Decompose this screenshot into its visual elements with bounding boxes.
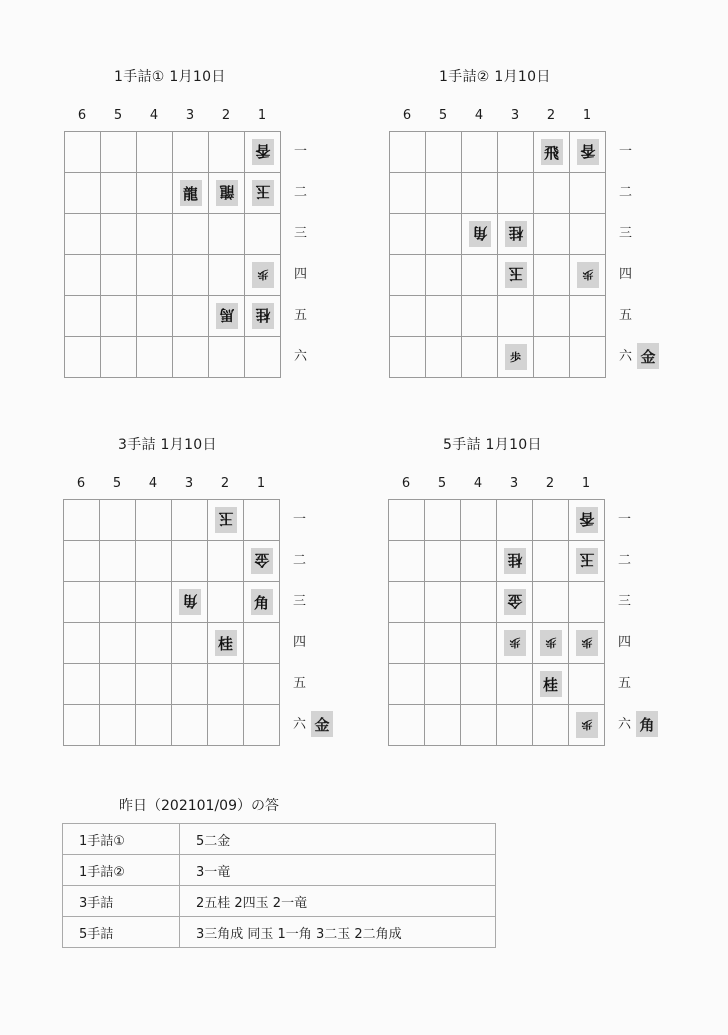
board-square[interactable] <box>244 213 280 254</box>
board-square[interactable] <box>424 622 460 663</box>
shogi-piece[interactable]: 龍 <box>180 180 202 206</box>
board-square[interactable] <box>100 336 136 377</box>
board-square[interactable] <box>100 172 136 213</box>
shogi-piece[interactable]: 金 <box>504 589 526 615</box>
board-square[interactable] <box>100 254 136 295</box>
column-label: 5 <box>438 108 448 123</box>
board-square[interactable] <box>497 131 533 172</box>
answers-title: 昨日（202101/09）の答 <box>119 798 279 814</box>
column-label: 1 <box>581 476 591 491</box>
row-label: 六 <box>618 717 632 732</box>
board-square[interactable] <box>208 213 244 254</box>
board-square[interactable] <box>64 213 100 254</box>
shogi-piece[interactable]: 馬 <box>216 303 238 329</box>
board-square[interactable] <box>389 213 425 254</box>
board-square[interactable] <box>532 540 568 581</box>
board-square[interactable] <box>496 704 532 745</box>
board-square[interactable] <box>99 499 135 540</box>
shogi-piece[interactable]: 桂 <box>215 630 237 656</box>
board-square[interactable] <box>207 704 243 745</box>
board-square[interactable] <box>497 172 533 213</box>
board-square[interactable] <box>64 254 100 295</box>
board-square[interactable] <box>172 172 208 213</box>
board-square[interactable] <box>461 295 497 336</box>
board-square[interactable] <box>533 213 569 254</box>
board-square[interactable] <box>461 213 497 254</box>
board-square[interactable] <box>63 581 99 622</box>
board-square[interactable] <box>496 581 532 622</box>
board-square[interactable] <box>172 336 208 377</box>
board-square[interactable] <box>568 499 604 540</box>
shogi-piece[interactable]: 玉 <box>505 262 527 288</box>
row-label: 二 <box>294 185 308 200</box>
board-square[interactable] <box>388 499 424 540</box>
row-label: 二 <box>618 553 632 568</box>
board-square[interactable] <box>136 172 172 213</box>
board-square[interactable] <box>533 336 569 377</box>
board-square[interactable] <box>172 295 208 336</box>
board-square[interactable] <box>208 131 244 172</box>
board-square[interactable] <box>389 295 425 336</box>
row-label: 三 <box>618 594 632 609</box>
shogi-piece[interactable]: 歩 <box>252 262 274 288</box>
row-label: 四 <box>294 267 308 282</box>
board-square[interactable] <box>460 540 496 581</box>
column-label: 4 <box>473 476 483 491</box>
shogi-piece[interactable]: 歩 <box>576 630 598 656</box>
row-label: 五 <box>293 676 307 691</box>
board-square[interactable] <box>424 704 460 745</box>
board-square[interactable] <box>533 254 569 295</box>
board-square[interactable] <box>207 499 243 540</box>
board-square[interactable] <box>135 499 171 540</box>
shogi-piece[interactable]: 香 <box>576 507 598 533</box>
answers-table <box>62 823 496 948</box>
board-square[interactable] <box>135 704 171 745</box>
board-square[interactable] <box>64 295 100 336</box>
answer-puzzle-name: 1手詰② <box>63 855 180 886</box>
shogi-piece[interactable]: 金 <box>251 548 273 574</box>
board-square[interactable] <box>243 581 279 622</box>
board-square[interactable] <box>460 581 496 622</box>
board-square[interactable] <box>136 295 172 336</box>
board-square[interactable] <box>244 131 280 172</box>
board-square[interactable] <box>171 540 207 581</box>
board-square[interactable] <box>171 704 207 745</box>
board-square[interactable] <box>533 295 569 336</box>
shogi-piece[interactable]: 龍 <box>216 180 238 206</box>
board-square[interactable] <box>136 131 172 172</box>
shogi-piece[interactable]: 歩 <box>505 344 527 370</box>
board-square[interactable] <box>99 704 135 745</box>
board-square[interactable] <box>532 704 568 745</box>
shogi-piece[interactable]: 桂 <box>252 303 274 329</box>
shogi-board <box>388 499 605 746</box>
board-square[interactable] <box>532 581 568 622</box>
board-square[interactable] <box>171 663 207 704</box>
board-square[interactable] <box>496 540 532 581</box>
board-square[interactable] <box>99 581 135 622</box>
board-square[interactable] <box>208 254 244 295</box>
board-square[interactable] <box>208 172 244 213</box>
column-label: 3 <box>184 476 194 491</box>
board-square[interactable] <box>569 172 605 213</box>
board-square[interactable] <box>244 295 280 336</box>
row-label: 三 <box>294 226 308 241</box>
board-square[interactable] <box>171 622 207 663</box>
board-square[interactable] <box>136 336 172 377</box>
board-square[interactable] <box>533 131 569 172</box>
shogi-piece[interactable]: 歩 <box>576 712 598 738</box>
board-square[interactable] <box>460 663 496 704</box>
board-square[interactable] <box>460 622 496 663</box>
board-square[interactable] <box>532 499 568 540</box>
board-square[interactable] <box>63 499 99 540</box>
answer-moves: 2五桂 2四玉 2一竜 <box>180 886 496 917</box>
shogi-piece[interactable]: 角 <box>469 221 491 247</box>
board-square[interactable] <box>99 663 135 704</box>
answer-moves: 3三角成 同玉 1一角 3二玉 2二角成 <box>180 917 496 948</box>
board-square[interactable] <box>569 131 605 172</box>
answer-row <box>63 886 496 917</box>
column-label: 2 <box>221 108 231 123</box>
column-label: 3 <box>509 476 519 491</box>
column-label: 4 <box>474 108 484 123</box>
board-square[interactable] <box>425 254 461 295</box>
puzzle-title: 1手詰① 1月10日 <box>114 69 226 85</box>
shogi-piece[interactable]: 桂 <box>540 671 562 697</box>
answer-puzzle-name: 1手詰① <box>63 824 180 855</box>
answer-moves: 3一竜 <box>180 855 496 886</box>
board-square[interactable] <box>569 336 605 377</box>
board-square[interactable] <box>533 172 569 213</box>
board-square[interactable] <box>532 622 568 663</box>
row-label: 一 <box>619 144 633 159</box>
row-label: 四 <box>618 635 632 650</box>
board-square[interactable] <box>207 663 243 704</box>
puzzle-title: 1手詰② 1月10日 <box>439 69 551 85</box>
board-square[interactable] <box>388 540 424 581</box>
board-square[interactable] <box>496 663 532 704</box>
board-square[interactable] <box>243 704 279 745</box>
shogi-piece[interactable]: 玉 <box>252 180 274 206</box>
board-square[interactable] <box>425 213 461 254</box>
board-square[interactable] <box>207 540 243 581</box>
board-square[interactable] <box>171 581 207 622</box>
shogi-piece[interactable]: 香 <box>252 139 274 165</box>
column-label: 4 <box>149 108 159 123</box>
board-square[interactable] <box>244 254 280 295</box>
column-label: 5 <box>437 476 447 491</box>
board-square[interactable] <box>244 172 280 213</box>
board-square[interactable] <box>568 540 604 581</box>
answer-moves: 5二金 <box>180 824 496 855</box>
column-label: 6 <box>401 476 411 491</box>
row-label: 一 <box>294 144 308 159</box>
column-label: 5 <box>113 108 123 123</box>
board-square[interactable] <box>243 499 279 540</box>
shogi-board <box>389 131 606 378</box>
board-square[interactable] <box>243 663 279 704</box>
board-square[interactable] <box>389 336 425 377</box>
column-label: 5 <box>112 476 122 491</box>
column-label: 3 <box>185 108 195 123</box>
column-label: 2 <box>545 476 555 491</box>
shogi-piece[interactable]: 玉 <box>576 548 598 574</box>
shogi-board <box>63 499 280 746</box>
board-square[interactable] <box>172 213 208 254</box>
board-square[interactable] <box>568 663 604 704</box>
board-square[interactable] <box>63 704 99 745</box>
board-square[interactable] <box>389 254 425 295</box>
shogi-board <box>64 131 281 378</box>
column-label: 6 <box>76 476 86 491</box>
board-square[interactable] <box>208 295 244 336</box>
board-square[interactable] <box>569 295 605 336</box>
row-label: 三 <box>619 226 633 241</box>
row-label: 六 <box>619 349 633 364</box>
row-label: 二 <box>619 185 633 200</box>
puzzle-title: 3手詰 1月10日 <box>118 437 217 453</box>
board-square[interactable] <box>461 131 497 172</box>
board-square[interactable] <box>568 704 604 745</box>
answer-row <box>63 855 496 886</box>
board-square[interactable] <box>244 336 280 377</box>
piece-in-hand[interactable]: 金 <box>637 343 659 369</box>
answer-puzzle-name: 3手詰 <box>63 886 180 917</box>
board-square[interactable] <box>64 172 100 213</box>
board-square[interactable] <box>496 499 532 540</box>
board-square[interactable] <box>425 336 461 377</box>
board-square[interactable] <box>100 295 136 336</box>
answer-row <box>63 824 496 855</box>
board-square[interactable] <box>207 581 243 622</box>
board-square[interactable] <box>568 622 604 663</box>
board-square[interactable] <box>389 172 425 213</box>
row-label: 三 <box>293 594 307 609</box>
board-square[interactable] <box>243 622 279 663</box>
board-square[interactable] <box>388 704 424 745</box>
board-square[interactable] <box>461 254 497 295</box>
shogi-piece[interactable]: 桂 <box>504 548 526 574</box>
board-square[interactable] <box>497 213 533 254</box>
board-square[interactable] <box>425 172 461 213</box>
row-label: 六 <box>293 717 307 732</box>
board-square[interactable] <box>569 213 605 254</box>
board-square[interactable] <box>497 254 533 295</box>
board-square[interactable] <box>496 622 532 663</box>
column-label: 1 <box>582 108 592 123</box>
board-square[interactable] <box>460 704 496 745</box>
column-label: 1 <box>256 476 266 491</box>
board-square[interactable] <box>388 663 424 704</box>
board-square[interactable] <box>568 581 604 622</box>
board-square[interactable] <box>388 622 424 663</box>
board-square[interactable] <box>424 581 460 622</box>
row-label: 六 <box>294 349 308 364</box>
board-square[interactable] <box>100 213 136 254</box>
board-square[interactable] <box>461 336 497 377</box>
board-square[interactable] <box>63 622 99 663</box>
shogi-piece[interactable]: 歩 <box>577 262 599 288</box>
row-label: 二 <box>293 553 307 568</box>
board-square[interactable] <box>460 499 496 540</box>
board-square[interactable] <box>172 131 208 172</box>
answer-puzzle-name: 5手詰 <box>63 917 180 948</box>
shogi-piece[interactable]: 角 <box>251 589 273 615</box>
column-label: 4 <box>148 476 158 491</box>
board-square[interactable] <box>424 540 460 581</box>
column-label: 3 <box>510 108 520 123</box>
board-square[interactable] <box>135 663 171 704</box>
row-label: 五 <box>294 308 308 323</box>
column-label: 1 <box>257 108 267 123</box>
shogi-piece[interactable]: 歩 <box>504 630 526 656</box>
board-square[interactable] <box>135 540 171 581</box>
board-square[interactable] <box>135 581 171 622</box>
puzzle-2 <box>389 66 728 396</box>
shogi-piece[interactable]: 飛 <box>541 139 563 165</box>
board-square[interactable] <box>172 254 208 295</box>
piece-in-hand[interactable]: 角 <box>636 711 658 737</box>
board-square[interactable] <box>424 499 460 540</box>
board-square[interactable] <box>64 336 100 377</box>
row-label: 四 <box>293 635 307 650</box>
shogi-piece[interactable]: 桂 <box>505 221 527 247</box>
board-square[interactable] <box>388 581 424 622</box>
puzzle-1 <box>64 66 404 396</box>
board-square[interactable] <box>208 336 244 377</box>
row-label: 一 <box>618 512 632 527</box>
board-square[interactable] <box>243 540 279 581</box>
shogi-piece[interactable]: 香 <box>577 139 599 165</box>
piece-in-hand[interactable]: 金 <box>311 711 333 737</box>
row-label: 五 <box>618 676 632 691</box>
puzzle-3 <box>63 434 403 764</box>
board-square[interactable] <box>135 622 171 663</box>
board-square[interactable] <box>100 131 136 172</box>
column-label: 6 <box>402 108 412 123</box>
answers-section <box>62 795 496 948</box>
board-square[interactable] <box>99 540 135 581</box>
board-square[interactable] <box>136 213 172 254</box>
answer-row <box>63 917 496 948</box>
column-label: 6 <box>77 108 87 123</box>
row-label: 四 <box>619 267 633 282</box>
board-square[interactable] <box>64 131 100 172</box>
board-square[interactable] <box>171 499 207 540</box>
board-square[interactable] <box>497 336 533 377</box>
board-square[interactable] <box>532 663 568 704</box>
board-square[interactable] <box>569 254 605 295</box>
puzzle-title: 5手詰 1月10日 <box>443 437 542 453</box>
row-label: 五 <box>619 308 633 323</box>
board-square[interactable] <box>425 295 461 336</box>
board-square[interactable] <box>497 295 533 336</box>
board-square[interactable] <box>389 131 425 172</box>
board-square[interactable] <box>425 131 461 172</box>
row-label: 一 <box>293 512 307 527</box>
board-square[interactable] <box>207 622 243 663</box>
board-square[interactable] <box>63 540 99 581</box>
shogi-piece[interactable]: 玉 <box>215 507 237 533</box>
shogi-piece[interactable]: 角 <box>179 589 201 615</box>
board-square[interactable] <box>136 254 172 295</box>
board-square[interactable] <box>461 172 497 213</box>
column-label: 2 <box>220 476 230 491</box>
board-square[interactable] <box>63 663 99 704</box>
puzzle-4 <box>388 434 728 764</box>
shogi-piece[interactable]: 歩 <box>540 630 562 656</box>
column-label: 2 <box>546 108 556 123</box>
board-square[interactable] <box>424 663 460 704</box>
board-square[interactable] <box>99 622 135 663</box>
